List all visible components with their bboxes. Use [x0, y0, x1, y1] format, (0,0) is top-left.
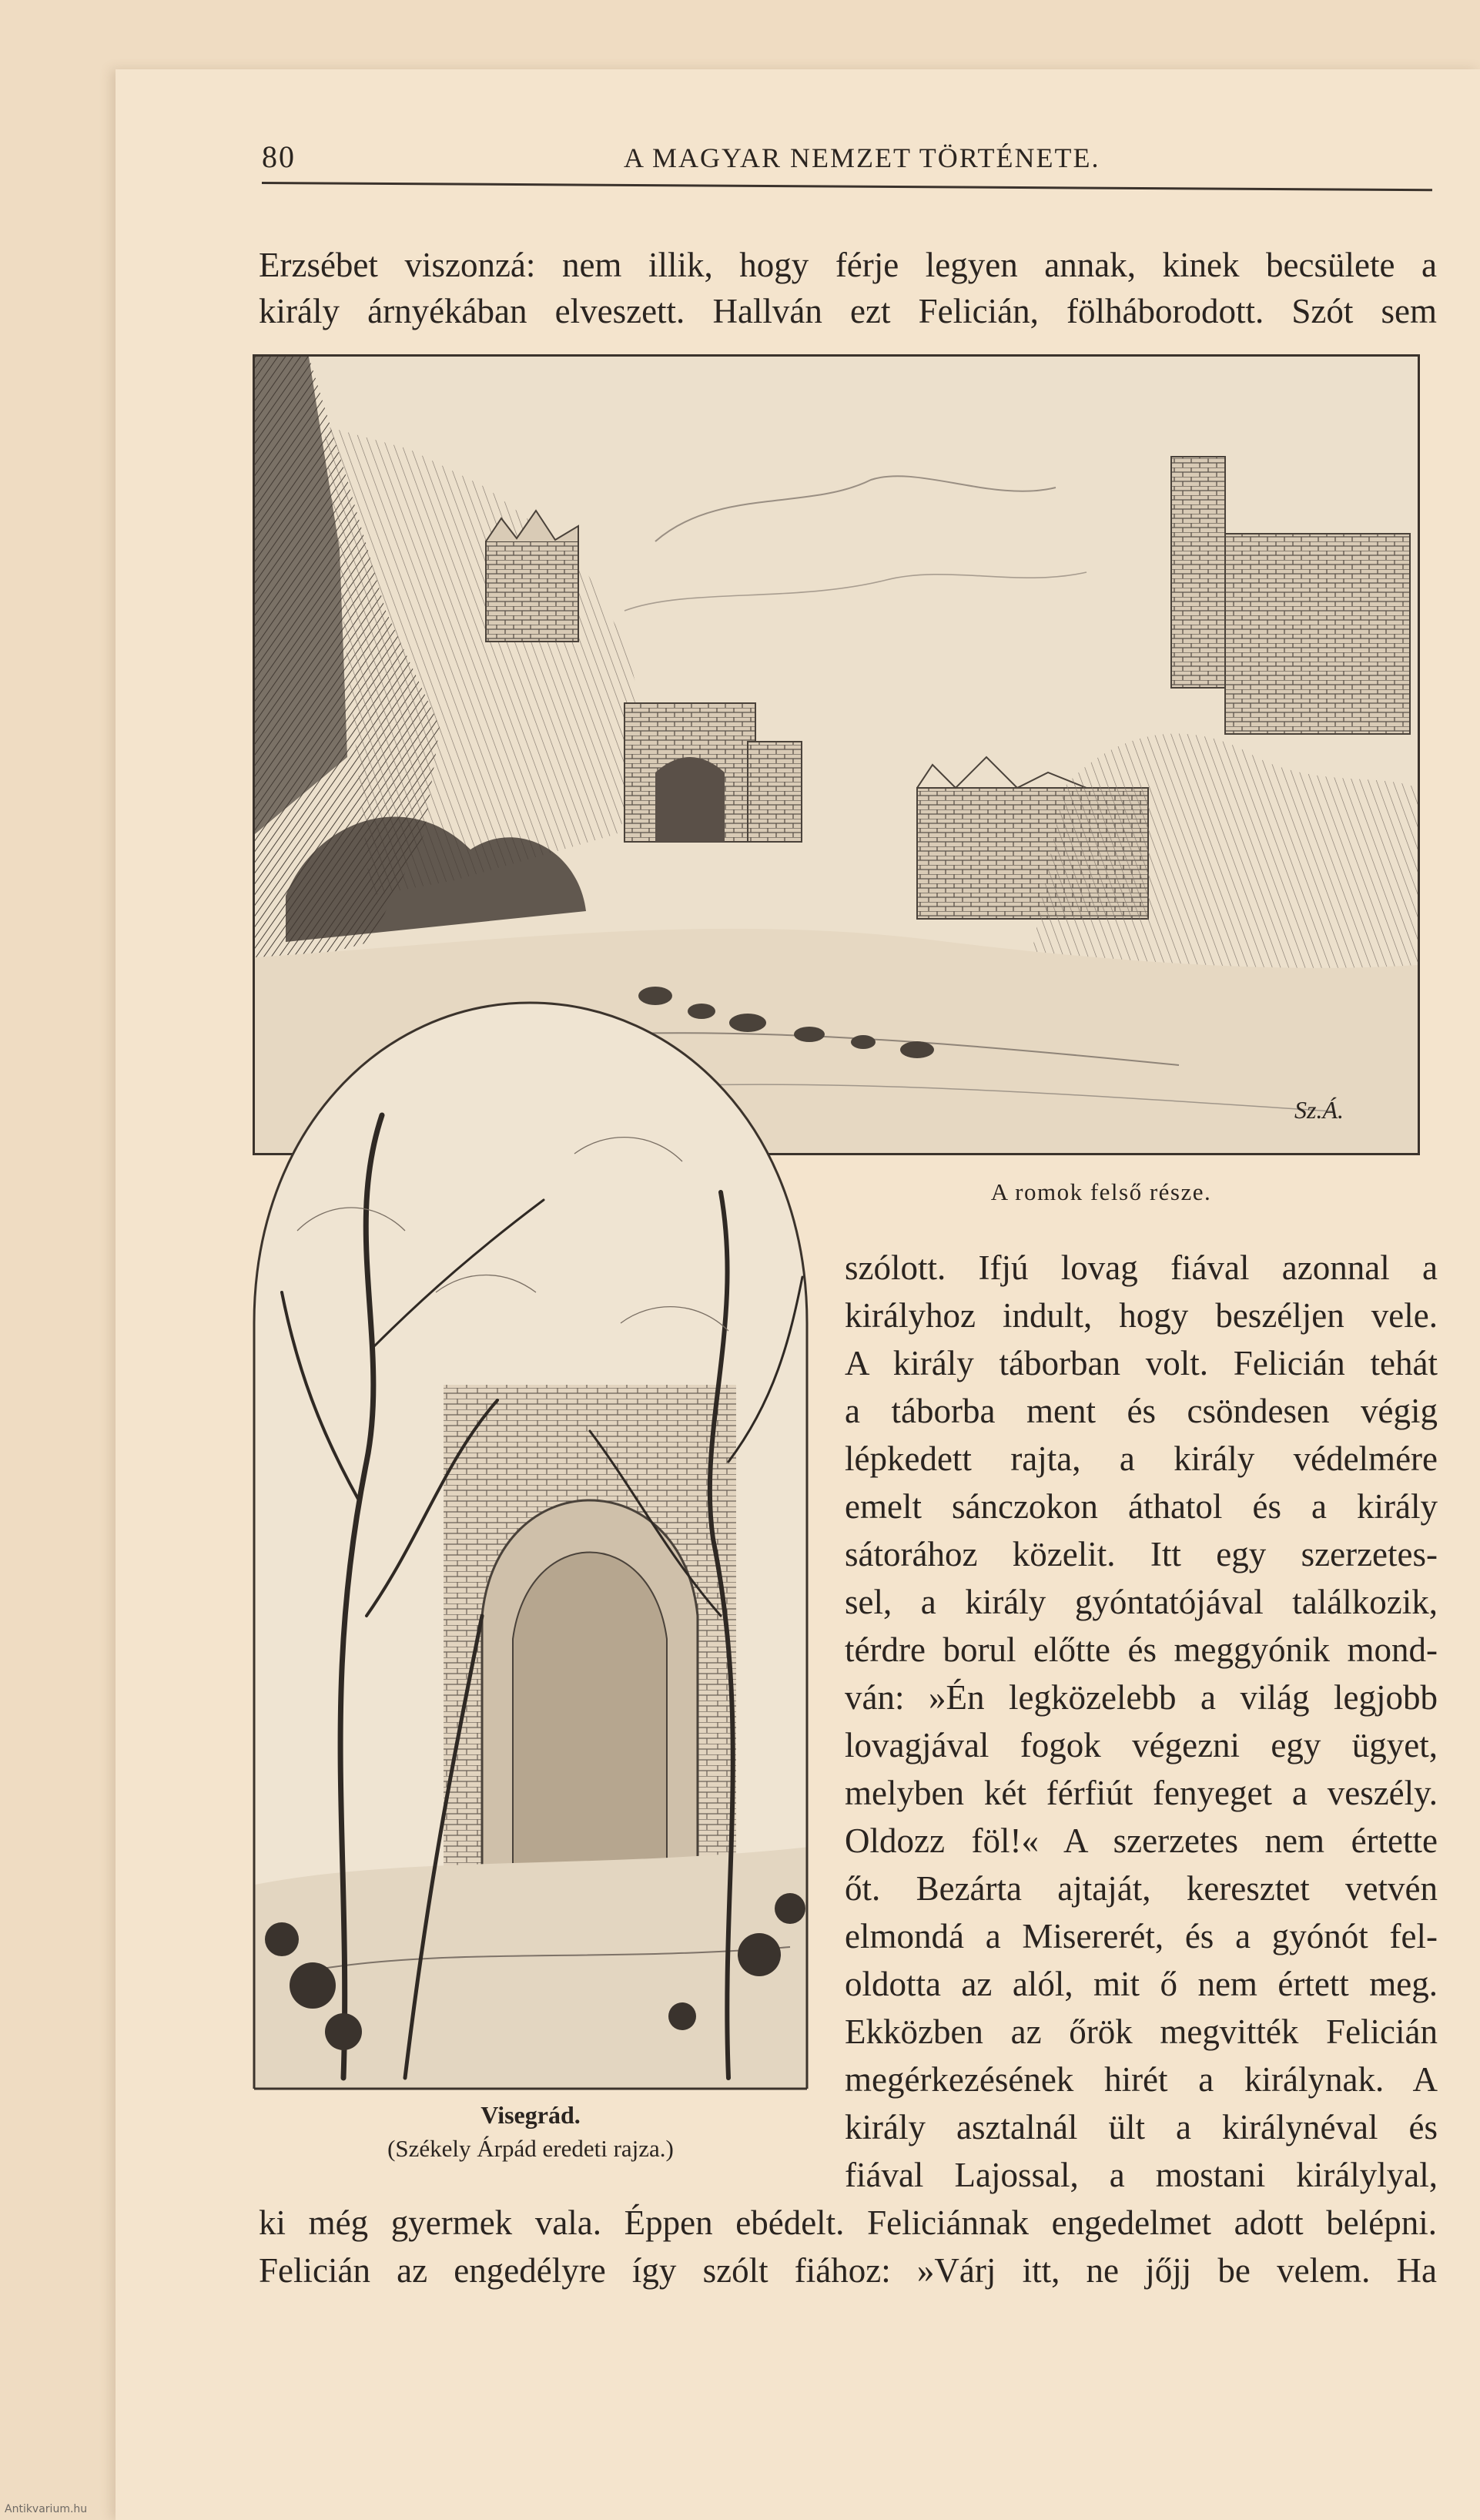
ruins-caption: A romok felső része. — [990, 1178, 1212, 1205]
text-line: melyben két férfiút fenyeget a veszély. — [845, 1774, 1438, 1812]
text-line: Felicián az engedélyre így szólt fiához: »Várj itt, ne jőjj be velem. Ha — [259, 2251, 1437, 2290]
visegrad-caption-note: (Székely Árpád eredeti rajza.) — [387, 2135, 674, 2162]
text-line: térdre borul előtte és meggyónik mond- — [845, 1630, 1438, 1669]
text-line: ván: »Én legközelebb a világ legjobb — [845, 1678, 1438, 1717]
visegrad-illustration — [251, 1000, 810, 2092]
text-line: emelt sánczokon áthatol és a király — [845, 1487, 1438, 1526]
text-line: fiával Lajossal, a mostani királylyal, — [845, 2156, 1438, 2194]
text-line: a táborba ment és csöndesen végig — [845, 1392, 1438, 1430]
text-line: sel, a király gyóntatójával találkozik, — [845, 1583, 1438, 1621]
text-line: szólott. Ifjú lovag fiával azonnal a — [845, 1248, 1438, 1287]
watermark: Antikvarium.hu — [5, 2503, 88, 2515]
text-line: lovagjával fogok végezni egy ügyet, — [845, 1726, 1438, 1764]
running-header — [262, 139, 1432, 185]
visegrad-caption-title: Visegrád. — [480, 2101, 581, 2129]
arch-drawing — [251, 1000, 810, 2092]
text-line: megérkezésének hirét a királynak. A — [845, 2060, 1438, 2099]
text-line: sátorához közelit. Itt egy szerzetes- — [845, 1535, 1438, 1573]
text-line: király árnyékában elveszett. Hallván ezt Felicián, fölháborodott. Szót sem — [259, 292, 1437, 330]
text-line: királyhoz indult, hogy beszéljen vele. — [845, 1296, 1438, 1335]
text-line: oldotta az alól, mit ő nem értett meg. — [845, 1965, 1438, 2003]
text-line: őt. Bezárta ajtaját, keresztet vetvén — [845, 1869, 1438, 1908]
running-title: A MAGYAR NEMZET TÖRTÉNETE. — [624, 142, 1100, 173]
artist-signature: Sz.Á. — [1294, 1096, 1344, 1124]
text-line: ki még gyermek vala. Éppen ebédelt. Feliciánnak engedelmet adott belépni. — [259, 2203, 1437, 2242]
page-number: 80 — [262, 139, 296, 174]
text-line: Ekközben az őrök megvitték Felicián — [845, 2012, 1438, 2051]
text-line: király asztalnál ült a királynéval és — [845, 2108, 1438, 2146]
text-line: Oldozz föl!« A szerzetes nem értette — [845, 1821, 1438, 1860]
text-line: Erzsébet viszonzá: nem illik, hogy férje legyen annak, kinek becsülete a — [259, 246, 1437, 284]
text-line: elmondá a Misererét, és a gyónót fel- — [845, 1917, 1438, 1955]
text-line: lépkedett rajta, a király védelmére — [845, 1439, 1438, 1478]
text-line: A király táborban volt. Felicián tehát — [845, 1344, 1438, 1382]
